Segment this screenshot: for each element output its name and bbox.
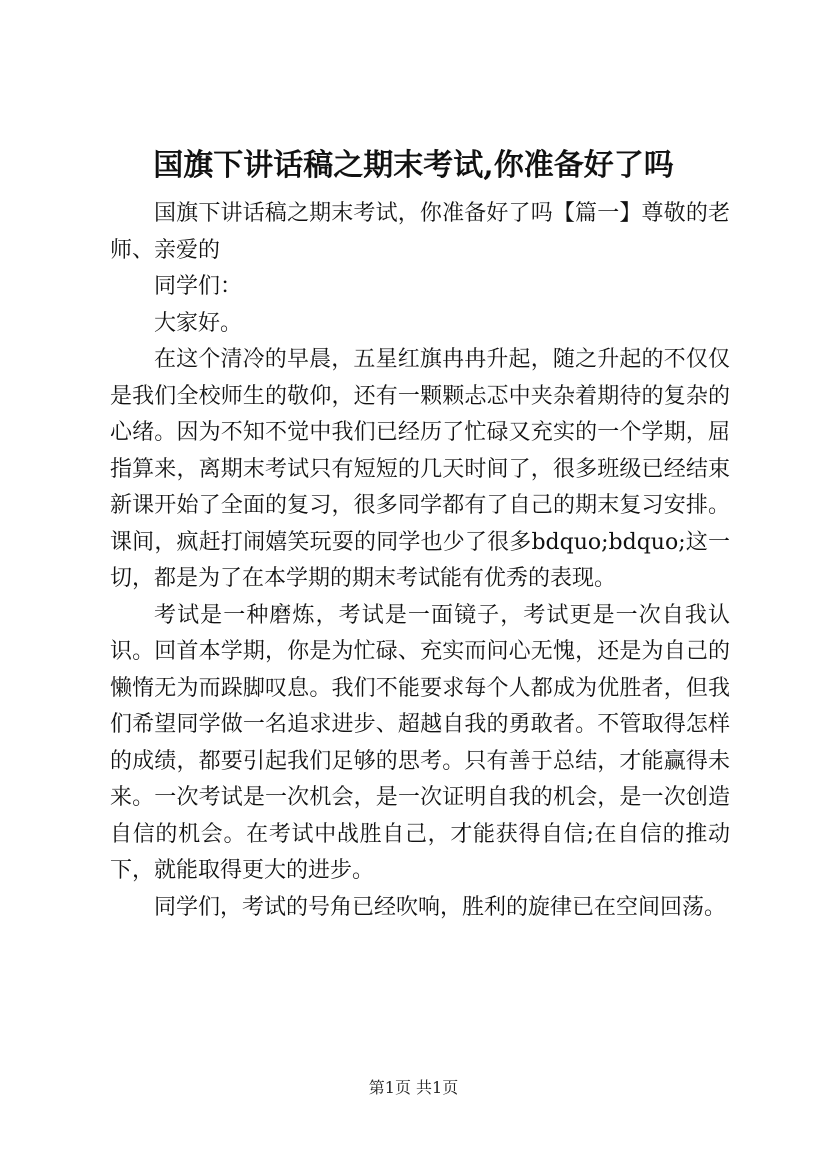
paragraph-greeting: 大家好。 — [154, 310, 243, 336]
paragraph-salutation: 同学们： — [154, 274, 243, 299]
document-body — [110, 196, 730, 926]
page-footer: 第1页 共1页 — [368, 1078, 459, 1097]
paragraph-morning: 在这个清冷的早晨，五星红旗冉冉升起，随之升起的不仅仅是我们全校师生的敬仰，还有一颗颗忐忑中夹杂着期待的复杂的心绪。因为不知不觉中我们已经历了忙碌又充实的一个学期，屈指算来，离期末考试只有短短的几天时间了，很多班级已经结束新课开始了全面的复习，很多同学都有了自己的期末复习安排。课间，疯赶打闹嬉笑玩耍的同学也少了很多bdquo;bdquo;这一切，都是为了在本学期的期末考试能有优秀的表现。 — [110, 347, 730, 591]
paragraph-opening: 国旗下讲话稿之期末考试，你准备好了吗【篇一】尊敬的老师、亲爱的 — [110, 201, 730, 263]
paragraph-exam-reflection: 考试是一种磨炼，考试是一面镜子，考试更是一次自我认识。回首本学期，你是为忙碌、充实而问心无愧，还是为自己的懒惰无为而跺脚叹息。我们不能要求每个人都成为优胜者，但我们希望同学做一名追求进步、超越自我的勇敢者。不管取得怎样的成绩，都要引起我们足够的思考。只有善于总结，才能赢得未来。一次考试是一次机会，是一次证明自我的机会，是一次创造自信的机会。在考试中战胜自己，才能获得自信;在自信的推动下，就能取得更大的进步。 — [110, 602, 730, 883]
document-title: 国旗下讲话稿之期末考试,你准备好了吗 — [153, 148, 674, 183]
paragraph-closing: 同学们，考试的号角已经吹响，胜利的旋律已在空间回荡。 — [154, 894, 727, 920]
